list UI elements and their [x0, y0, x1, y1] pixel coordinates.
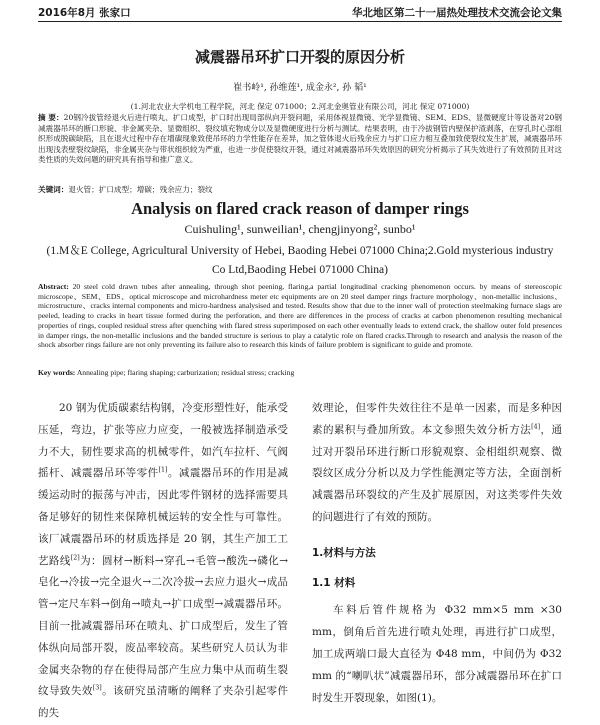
keywords-chinese-text: 退火管；扩口成型；增碳；残余应力；裂纹: [68, 185, 213, 194]
body-text: 20 钢为优质碳素结构钢，冷变形塑性好，能承受压延，弯边，扩张等应力应变，一般被选择制造承受力不大，韧性要求高的机械零件，如汽车拉杆、气阀摇杆、减震器吊环等零件: [38, 402, 288, 480]
body-paragraph: [38, 398, 288, 725]
affiliation-chinese: (1.河北农业大学机电工程学院，河北 保定 071000；2.河北金奥管业有限公司，河北 保定 071000): [130, 102, 470, 111]
abstract-chinese-label: 摘 要：: [38, 113, 64, 122]
subsection-heading-materials: 1.1 材料: [312, 576, 356, 589]
body-paragraph: 车料后管件规格为 Φ32 mm×5 mm ×30 mm，倒角后首先进行喷丸处理，再进行扩口成型，加工成两端口最大直径为 Φ48 mm，中间仍为 Φ32 mm 的“喇叭状”减震器吊环，部分减震器吊环在扩口时发生开裂现象，如图(1)。: [312, 604, 562, 704]
body-text: 。该研究虽清晰的阐释了夹杂引起零件的失: [38, 685, 289, 720]
keywords-chinese: [38, 184, 562, 195]
header-date-location: 2016年8月 张家口: [38, 7, 131, 19]
affiliation-english: (1.M＆E College, Agricultural University of Hebei, Baoding Hebei 071000 China;2.Gold mysterious industry Co Ltd,Baoding Hebei 071000 China): [46, 245, 554, 276]
header-proceedings-title: 华北地区第二十一届热处理技术交流会论文集: [352, 7, 562, 19]
citation-ref: [3]: [92, 684, 102, 692]
running-header: [38, 2, 562, 22]
abstract-english: [38, 282, 562, 350]
header-rule: [38, 21, 562, 22]
keywords-english-text: Annealing pipe; flaring shaping; carburization; residual stress; cracking: [76, 368, 295, 377]
keywords-chinese-label: 关键词：: [38, 185, 69, 194]
abstract-english-label: Abstract:: [38, 282, 69, 291]
title-chinese: 减震器吊环扩口开裂的原因分析: [194, 48, 405, 66]
citation-ref: [2]: [70, 554, 80, 562]
body-paragraph: [312, 398, 562, 529]
citation-ref: [4]: [531, 423, 541, 431]
body-text: 。减震器吊环的作用是减缓运动时的振荡与冲击，因此零件钢材的选择需要具备足够好的韧性来保障机械运转的安全性与可靠性。该厂减震器吊环的材质选择是 20 钢，其生产加工工艺路线: [38, 467, 289, 567]
abstract-chinese-text: 20钢冷拔管经退火后进行喷丸、扩口成型，扩口时出现局部纵向开裂问题，采用体视显微镜、光学显微镜、SEM、EDS、显微硬度计等设备对20钢减震器吊环的断口形貌、非金属夹杂、显微组织、裂纹填充物成分以及显微硬度进行分析与测试。结果表明，由于冷拔钢管内壁保护渣剥落，在穿孔时心部组织形成脱碳缺陷，且在退火过程中存在增碳现象致使吊环的力学性能存在差异，加之管体退火后残余应力与扩口应力相互叠加致使裂纹发生扩展，减震器吊环出现浅表壁裂纹缺陷，非金属夹杂与带状组织较为严重，也进一步促使裂纹开裂，通过对减震器吊环失效原因的研究分析揭示了其失效进行了有效预防且对这类性质的失效问题的研究具有指导和推广意义。: [38, 113, 562, 164]
abstract-chinese: [38, 113, 562, 166]
body-column-left: [38, 398, 288, 725]
keywords-english-label: Key words:: [38, 368, 76, 377]
body-column-right: [312, 398, 562, 709]
body-text: 为：圆材→断料→穿孔→毛管→酸洗→磷化→皂化→冷拔→完全退火→二次冷拔→去应力退火→成品管→定尺车料→倒角→喷丸→扩口成型→减震器吊环。目前一批减震器吊环在喷丸、扩口成型后，发生了管体纵向局部开裂，废品率较高。某些研究人员认为非金属夹杂物的存在使得局部产生应力集中从而萌生裂纹导致失效: [38, 554, 288, 698]
citation-ref: [1]: [158, 466, 168, 474]
body-text: ，通过对开裂吊环进行断口形貌观察、金相组织观察、微裂纹区成分分析以及力学性能测定等方法，全面剖析减震器吊环裂纹的产生及扩展原因，对这类零件失效的问题进行了有效的预防。: [312, 423, 563, 523]
abstract-english-text: 20 steel cold drawn tubes after annealing, through shot peening, flaring,a partial longitudinal cracking phenomenon occurs. by means of stereoscopic microscope、SEM、EDS、optical microscope and microhardness meter etc equipments are on 20 steel damper rings fracture morphology、non-metallic inclusions、microstructure、cracks internal components and micro-hardness analysised and tested. Results show that due to the inner wall of protection steelmaking furnace slags are peeled, leading to cracks in heart tissue formed during the perforation, and there are differences in the process of cracks at carbon phenomenon resulting mechanical properties of rings, coupled residual stress after quenching with flared stress superimposed on each other eventually leads to extend crack, the shallow outer fold presences in damper rings, the non-metallic inclusions and the banded structure is serious to play a catalytic role on flared cracks.Through to research and analysis the reason of the shock absorber rings failure are not only preventing its failure also to research this kinds of failure problem is significant to guide and promote.: [38, 282, 562, 350]
authors-english: Cuishuling¹, sunweilian¹, chengjinyong², sunbo¹: [184, 222, 416, 236]
authors-chinese: 崔书岭¹, 孙维莲¹, 成金永², 孙 韬¹: [233, 83, 367, 93]
title-english: Analysis on flared crack reason of damper rings: [131, 199, 469, 218]
keywords-english: [38, 368, 562, 377]
body-text: 效理论，但零件失效往往不是单一因素，而是多种因素的累积与叠加所致。本文参照失效分析方法: [312, 402, 562, 436]
section-heading-materials-methods: 1.材料与方法: [312, 546, 376, 559]
